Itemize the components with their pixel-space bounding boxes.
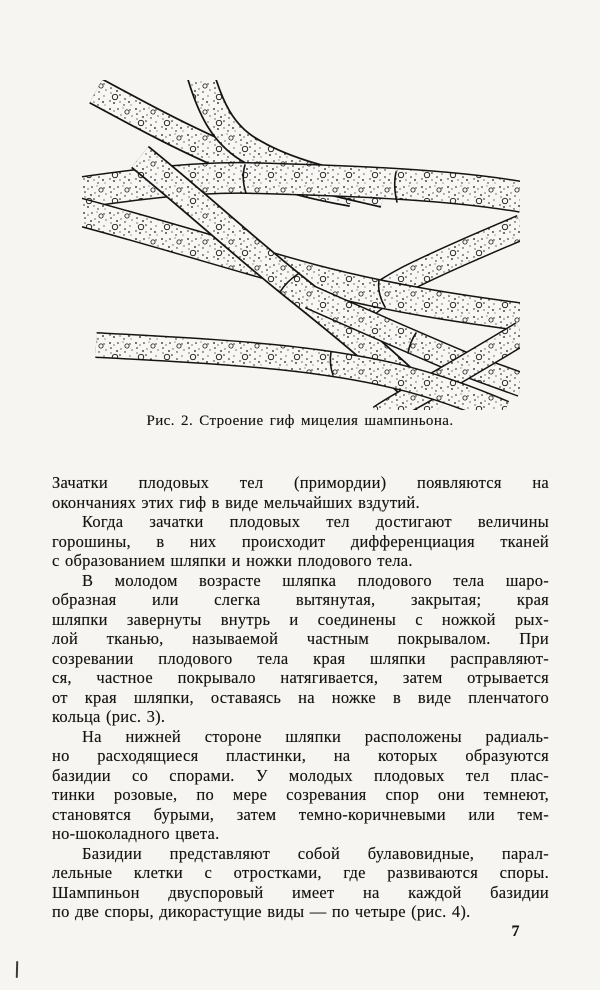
text-line: по две споры, дикорастущие виды — по четыре (рис. 4). bbox=[52, 902, 471, 921]
text-line: горошины, в них происходит дифференциация тканей bbox=[52, 531, 549, 551]
text-line: но расходящиеся пластинки, на которых образуются bbox=[52, 746, 549, 765]
paragraph bbox=[52, 512, 549, 571]
text-line: лельные клетки с отростками, где развиваются споры. bbox=[52, 863, 549, 882]
text-line: тинки розовые, по мере созревания спор они темнеют, bbox=[52, 785, 549, 804]
text-line: лой тканью, называемой частным покрывалом. При bbox=[52, 629, 549, 648]
text-line: базидии со спорами. У молодых плодовых тел плас- bbox=[52, 765, 549, 785]
text-line: с образованием шляпки и ножки плодового тела. bbox=[52, 551, 413, 570]
text-line: Базидии представляют собой булавовидные, парал- bbox=[82, 843, 549, 863]
figure-caption: Рис. 2. Строение гиф мицелия шампиньона. bbox=[146, 413, 454, 429]
text-line: кольца (рис. 3). bbox=[52, 707, 166, 726]
text-line: Шампиньон двуспоровый имеет на каждой базидии bbox=[52, 882, 549, 902]
figure-mycelium-drawing bbox=[82, 80, 520, 410]
text-line: от края шляпки, оставаясь на ножке в виде пленчатого bbox=[52, 687, 549, 707]
paragraph bbox=[52, 844, 549, 922]
text-line: шляпки завернуты внутрь и соединены с ножкой рых- bbox=[52, 609, 549, 629]
text-line: ся, частное покрывало натягивается, затем отрывается bbox=[52, 668, 549, 687]
text-line: Когда зачатки плодовых тел достигают величины bbox=[82, 512, 549, 531]
paragraph bbox=[52, 473, 549, 512]
margin-tick-mark bbox=[16, 961, 18, 978]
text-line: становятся бурыми, затем темно-коричневыми или тем- bbox=[52, 804, 549, 824]
text-line: В молодом возрасте шляпка плодового тела шаро- bbox=[82, 570, 549, 590]
paragraph bbox=[52, 727, 549, 844]
mycelium-hyphae-illustration bbox=[82, 80, 520, 410]
paragraph bbox=[52, 571, 549, 727]
text-line: окончаниях этих гиф в виде мельчайших вздутий. bbox=[52, 492, 420, 512]
text-line: созревании плодового тела края шляпки расправляют- bbox=[52, 648, 549, 668]
text-line: но-шоколадного цвета. bbox=[52, 824, 220, 843]
text-line: На нижней стороне шляпки расположены радиаль- bbox=[82, 726, 549, 746]
text-line: Зачатки плодовых тел (примордии) появляются на bbox=[52, 473, 549, 492]
body-text bbox=[52, 473, 549, 922]
text-line: образная или слегка вытянутая, закрытая; края bbox=[52, 590, 549, 609]
page-number: 7 bbox=[511, 923, 520, 940]
